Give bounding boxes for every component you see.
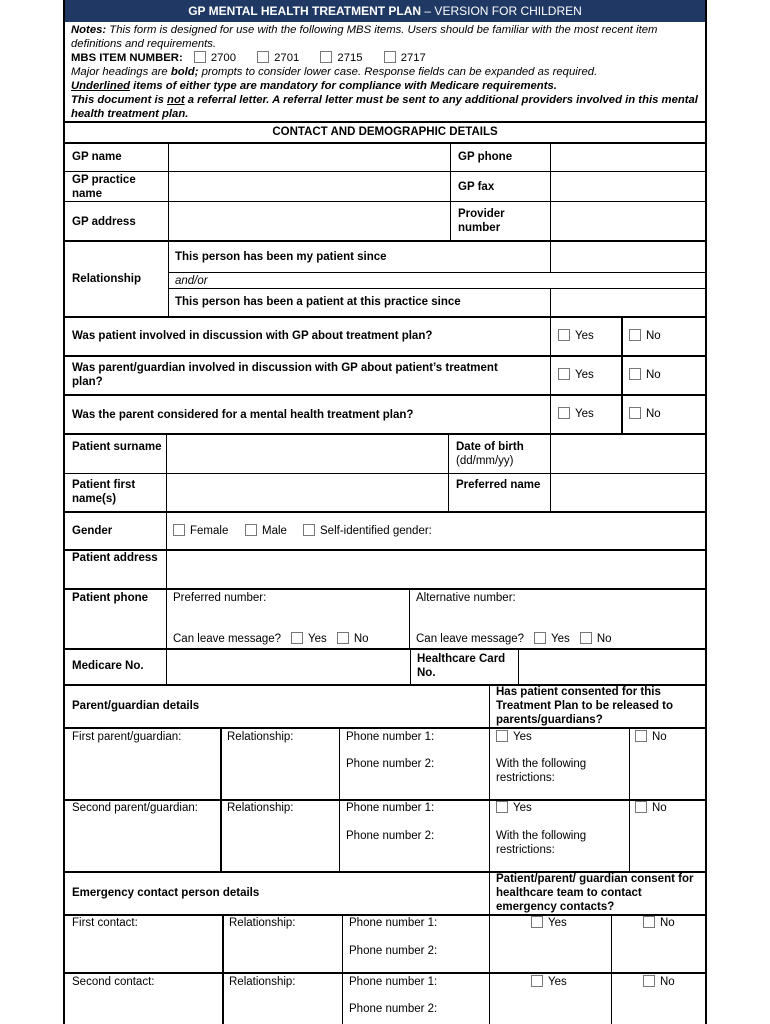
gender-self-identified-option[interactable]	[303, 524, 432, 538]
emergency-heading: Emergency contact person details	[72, 887, 260, 899]
form-title-bold: GP MENTAL HEALTH TREATMENT PLAN	[188, 4, 422, 18]
mbs-2715-label: 2715	[337, 52, 363, 64]
practice-since-field[interactable]	[551, 290, 705, 315]
gp-address-label: GP address	[72, 216, 136, 228]
notes-line4-a: Underlined	[71, 80, 130, 92]
second-parent-phone2-label: Phone number 2:	[346, 830, 435, 842]
first-parent-relationship-label: Relationship:	[227, 731, 294, 743]
notes-line5-a: This document is	[71, 94, 168, 106]
yes-label: Yes	[575, 330, 594, 342]
notes-line5-c: a referral letter. A referral letter must be sent to any additional providers involved in this mental health treatment plan.	[71, 94, 698, 120]
notes-line3-c: prompts to consider lower case. Response fields can be expanded as required.	[198, 66, 598, 78]
patient-phone-label: Patient phone	[72, 592, 149, 604]
gp-fax-label: GP fax	[458, 181, 495, 193]
patient-surname-label: Patient surname	[72, 441, 162, 453]
alternative-message-no[interactable]	[580, 633, 612, 645]
notes-referral-line	[71, 93, 701, 121]
mbs-2717-label: 2717	[400, 52, 426, 64]
gp-address-field[interactable]	[169, 202, 449, 240]
gp-name-field[interactable]	[169, 144, 449, 170]
mbs-row	[71, 51, 701, 65]
notes-underlined-line	[71, 79, 701, 93]
provider-number-field[interactable]	[551, 202, 705, 240]
second-parent-phone1-label: Phone number 1:	[346, 802, 435, 814]
self-identified-label: Self-identified gender:	[320, 525, 432, 537]
alternative-message-yes[interactable]	[534, 633, 570, 645]
alternative-number-label: Alternative number:	[416, 592, 516, 604]
female-label: Female	[190, 525, 229, 537]
can-leave-message-label: Can leave message?	[416, 633, 525, 645]
no-label: No	[646, 408, 661, 420]
gp-name-label: GP name	[72, 151, 122, 163]
practice-since-label: This person has been a patient at this practice since	[175, 296, 461, 308]
patient-since-label: This person has been my patient since	[175, 251, 387, 263]
q-parent-considered-yes[interactable]	[558, 407, 594, 421]
second-contact-label: Second contact:	[72, 976, 155, 988]
no-label: No	[353, 633, 369, 645]
second-parent-consent-no[interactable]	[635, 801, 667, 815]
gp-phone-field[interactable]	[551, 144, 705, 170]
gender-female-option[interactable]	[173, 524, 228, 538]
no-label: No	[652, 802, 667, 814]
patient-address-field[interactable]	[167, 551, 705, 587]
q-patient-involved-no[interactable]	[629, 329, 661, 343]
notes-line3-b: bold;	[170, 66, 199, 78]
mbs-2717-checkbox[interactable]	[384, 51, 396, 63]
yes-label: Yes	[548, 917, 567, 929]
form-title	[65, 0, 705, 22]
no-label: No	[660, 976, 675, 988]
gp-fax-field[interactable]	[551, 172, 705, 200]
preferred-leave-message	[173, 632, 369, 646]
second-contact-phone2-label: Phone number 2:	[349, 1003, 438, 1015]
notes-line4-b: items of either type are mandatory for compliance with Medicare requirements.	[130, 80, 557, 92]
male-label: Male	[262, 525, 287, 537]
q-patient-involved: Was patient involved in discussion with GP about treatment plan?	[72, 330, 433, 342]
preferred-message-yes[interactable]	[291, 633, 327, 645]
mbs-2715-checkbox[interactable]	[320, 51, 332, 63]
yes-label: Yes	[575, 369, 594, 381]
no-label: No	[646, 369, 661, 381]
dob-format: (dd/mm/yy)	[456, 455, 514, 467]
first-contact-relationship-label: Relationship:	[229, 917, 296, 929]
yes-label: Yes	[551, 633, 570, 645]
second-parent-consent-yes[interactable]	[496, 801, 532, 815]
and-or-text: and/or	[175, 275, 208, 287]
q-parent-involved: Was parent/guardian involved in discussion with GP about patient’s treatment plan?	[72, 362, 498, 388]
first-contact-consent-yes[interactable]	[531, 916, 567, 930]
notes-line3-a: Major headings are	[71, 66, 171, 78]
patient-since-field[interactable]	[551, 242, 705, 271]
notes-text: This form is designed for use with the following MBS items. Users should be familiar with the most recent item definitions and requirements.	[71, 24, 658, 50]
no-label: No	[660, 917, 675, 929]
healthcare-card-field[interactable]	[519, 650, 705, 684]
patient-first-names-field[interactable]	[167, 474, 447, 511]
can-leave-message-label: Can leave message?	[173, 633, 282, 645]
q-parent-considered-no[interactable]	[629, 407, 661, 421]
notes-headings-line	[71, 65, 701, 79]
medicare-label: Medicare No.	[72, 660, 144, 672]
medicare-field[interactable]	[167, 650, 409, 684]
q-parent-involved-yes[interactable]	[558, 368, 594, 382]
second-contact-consent-yes[interactable]	[531, 975, 567, 989]
no-label: No	[596, 633, 612, 645]
gender-label: Gender	[72, 525, 113, 537]
no-label: No	[646, 330, 661, 342]
second-parent-label: Second parent/guardian:	[72, 802, 198, 814]
notes-block	[71, 23, 701, 121]
yes-label: Yes	[513, 802, 532, 814]
preferred-name-field[interactable]	[551, 474, 705, 511]
preferred-number-label: Preferred number:	[173, 592, 267, 604]
no-label: No	[652, 731, 667, 743]
first-contact-phone2-label: Phone number 2:	[349, 945, 438, 957]
first-parent-label: First parent/guardian:	[72, 731, 182, 743]
alternative-leave-message	[416, 632, 612, 646]
first-parent-consent-no[interactable]	[635, 730, 667, 744]
parent-guardian-heading: Parent/guardian details	[72, 700, 200, 712]
patient-address-label: Patient address	[72, 552, 158, 564]
second-parent-restrictions-label: With the following restrictions:	[496, 830, 587, 856]
second-contact-phone1-label: Phone number 1:	[349, 976, 438, 988]
first-contact-label: First contact:	[72, 917, 138, 929]
dob-field[interactable]	[551, 435, 705, 473]
form-page	[63, 0, 707, 1024]
first-parent-restrictions-label: With the following restrictions:	[496, 758, 587, 784]
patient-surname-field[interactable]	[167, 435, 447, 473]
yes-label: Yes	[548, 976, 567, 988]
preferred-name-label: Preferred name	[456, 479, 541, 491]
gp-practice-name-field[interactable]	[169, 172, 449, 200]
first-contact-consent-no[interactable]	[643, 916, 675, 930]
mbs-2701-label: 2701	[274, 52, 300, 64]
second-parent-relationship-label: Relationship:	[227, 802, 294, 814]
gp-practice-name-label: GP practice name	[72, 174, 136, 200]
notes-line5-b: not	[167, 94, 185, 106]
first-parent-phone1-label: Phone number 1:	[346, 731, 435, 743]
provider-number-label: Provider number	[458, 208, 505, 234]
first-contact-phone1-label: Phone number 1:	[349, 917, 438, 929]
first-parent-phone2-label: Phone number 2:	[346, 758, 435, 770]
relationship-label: Relationship	[72, 273, 142, 285]
second-contact-consent-no[interactable]	[643, 975, 675, 989]
q-patient-involved-yes[interactable]	[558, 329, 594, 343]
mbs-2700-checkbox[interactable]	[194, 51, 206, 63]
form-title-rest: – VERSION FOR CHILDREN	[421, 4, 582, 18]
dob-label: Date of birth	[456, 441, 524, 453]
parent-consent-question: Has patient consented for this Treatment Plan to be released to parents/guardians?	[496, 686, 674, 726]
notes-label: Notes:	[71, 24, 107, 36]
q-parent-involved-no[interactable]	[629, 368, 661, 382]
preferred-message-no[interactable]	[337, 633, 369, 645]
mbs-2700-label: 2700	[210, 52, 236, 64]
mbs-2701-checkbox[interactable]	[257, 51, 269, 63]
mbs-label: MBS ITEM NUMBER:	[71, 52, 183, 64]
second-contact-relationship-label: Relationship:	[229, 976, 296, 988]
yes-label: Yes	[308, 633, 327, 645]
gp-phone-label: GP phone	[458, 151, 513, 163]
first-parent-consent-yes[interactable]	[496, 730, 532, 744]
contact-section-heading: CONTACT AND DEMOGRAPHIC DETAILS	[272, 126, 498, 138]
gender-male-option[interactable]	[245, 524, 287, 538]
q-parent-considered: Was the parent considered for a mental health treatment plan?	[72, 409, 414, 421]
yes-label: Yes	[575, 408, 594, 420]
yes-label: Yes	[513, 731, 532, 743]
emergency-consent-question: Patient/parent/ guardian consent for healthcare team to contact emergency contacts?	[496, 873, 694, 913]
healthcare-card-label: Healthcare Card No.	[417, 653, 506, 679]
patient-first-names-label: Patient first name(s)	[72, 479, 136, 505]
